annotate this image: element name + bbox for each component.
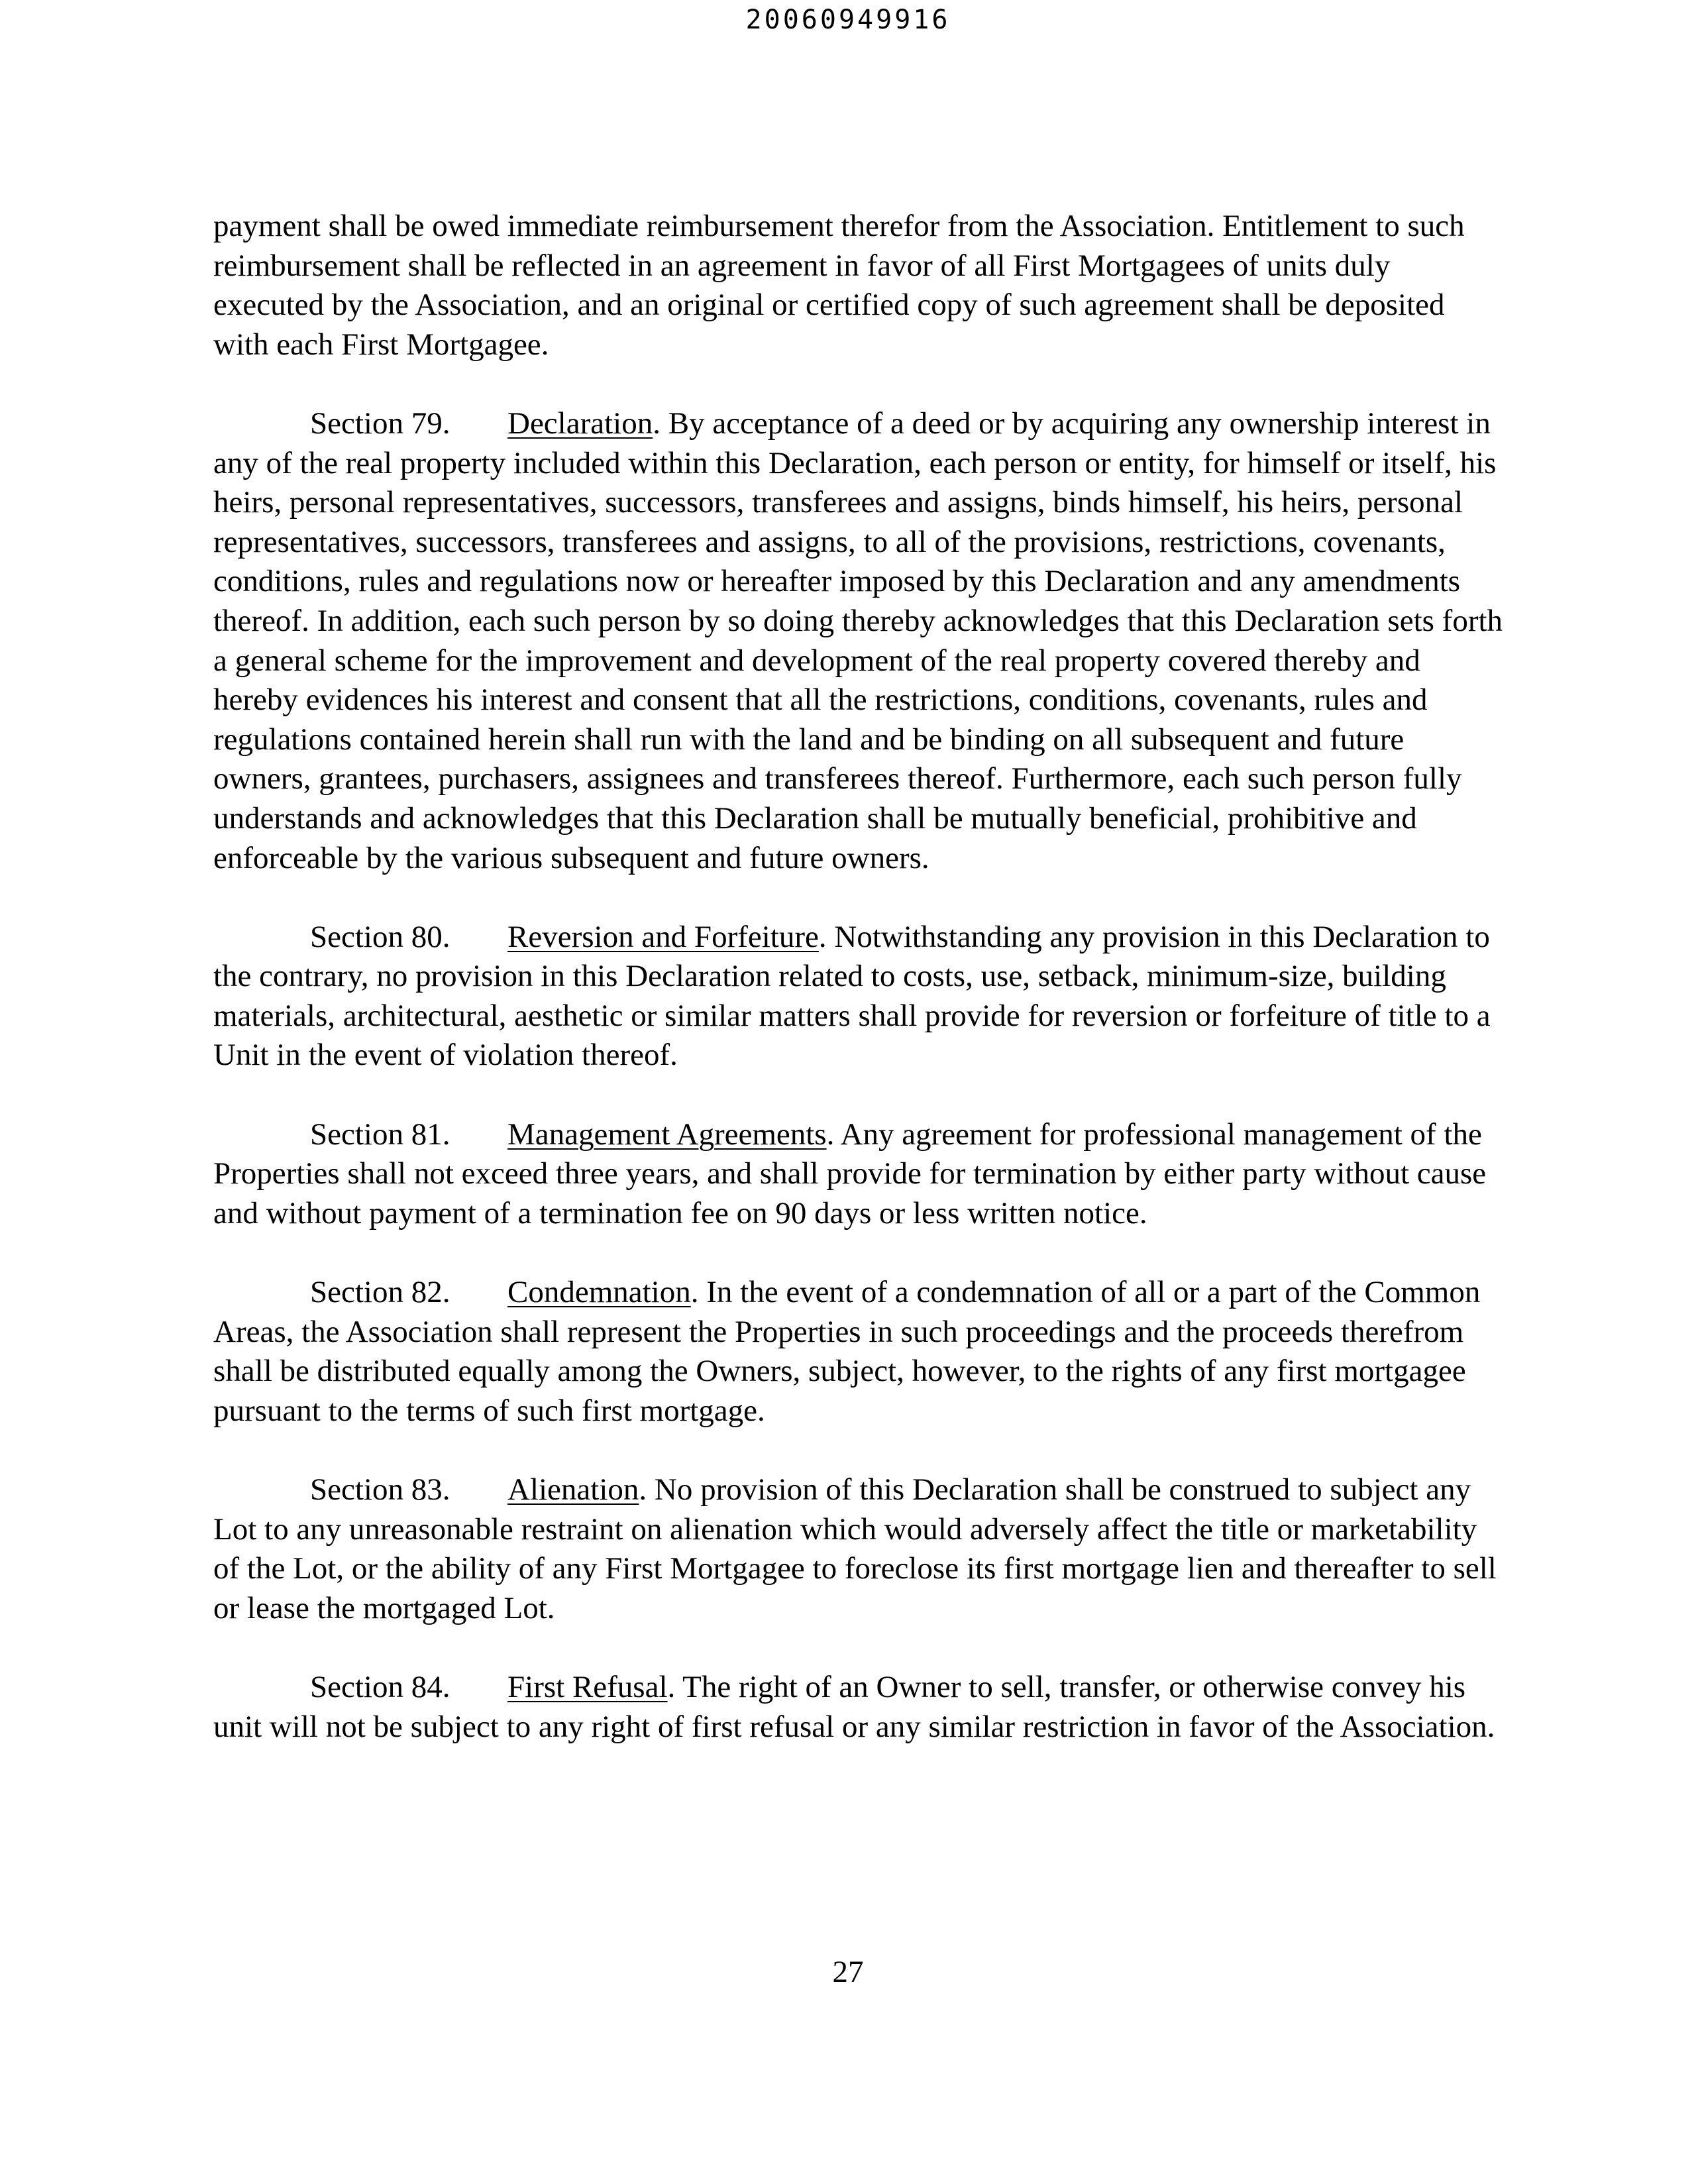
section-heading: Management Agreements xyxy=(507,1117,827,1152)
section-lead xyxy=(310,404,507,444)
document-body xyxy=(213,207,1505,1786)
section-body: . Notwithstanding any provision in this Declaration to the contrary, no provision in this Declaration related to costs, use, setback, minimum-size, building materials, architectural, aesthetic or similar matters shall provide for reversion or forfeiture of title to a Unit in the event of violation thereof. xyxy=(213,919,1491,1073)
section-body: . By acceptance of a deed or by acquiring any ownership interest in any of the real property included within this Declaration, each person or entity, for himself or itself, his heirs, personal representatives, successors, transferees and assigns, binds himself, his heirs, personal representatives, successors, transferees and assigns, to all of the provisions, restrictions, covenants, conditions, rules and regulations now or hereafter imposed by this Declaration and any amendments thereof. In addition, each such person by so doing thereby acknowledges that this Declaration sets forth a general scheme for the improvement and development of the real property covered thereby and hereby evidences his interest and consent that all the restrictions, conditions, covenants, rules and regulations contained herein shall run with the land and be binding on all subsequent and future owners, grantees, purchasers, assignees and transferees thereof. Furthermore, each such person fully understands and acknowledges that this Declaration shall be mutually beneficial, prohibitive and enforceable by the various subsequent and future owners. xyxy=(213,406,1503,875)
section-number: Section 84. xyxy=(310,1669,450,1704)
section-number: Section 79. xyxy=(310,406,450,441)
page-number: 27 xyxy=(832,1955,864,1989)
document-number: 20060949916 xyxy=(745,5,951,35)
section-body: . In the event of a condemnation of all or a part of the Common Areas, the Association shall represent the Properties in such proceedings and the proceeds therefrom shall be distributed equally among the Owners, subject, however, to the rights of any first mortgagee pursuant to the terms of such first mortgage. xyxy=(213,1275,1481,1428)
section-number: Section 80. xyxy=(310,919,450,954)
section-79 xyxy=(213,404,1505,878)
section-body: . No provision of this Declaration shall be construed to subject any Lot to any unreasonable restraint on alienation which would adversely affect the title or marketability of the Lot, or the ability of any First Mortgagee to foreclose its first mortgage lien and thereafter to sell or lease the mortgaged Lot. xyxy=(213,1472,1497,1625)
section-body: . The right of an Owner to sell, transfer, or otherwise convey his unit will not be subject to any right of first refusal or any similar restriction in favor of the Association. xyxy=(213,1669,1495,1744)
section-heading: Alienation xyxy=(507,1472,639,1507)
section-81 xyxy=(213,1115,1505,1234)
section-heading: Condemnation xyxy=(507,1275,691,1310)
section-82 xyxy=(213,1273,1505,1431)
section-number: Section 81. xyxy=(310,1117,450,1152)
section-lead xyxy=(310,1470,507,1510)
section-lead xyxy=(310,1668,507,1708)
section-84 xyxy=(213,1668,1505,1747)
section-heading: First Refusal xyxy=(507,1669,668,1704)
section-lead xyxy=(310,918,507,957)
section-number: Section 82. xyxy=(310,1275,450,1310)
intro-paragraph: payment shall be owed immediate reimbursement therefor from the Association. Entitlement to such reimbursement shall be reflected in an agreement in favor of all First Mortgagees of units duly executed by the Association, and an original or certified copy of such agreement shall be deposited with each First Mortgagee. xyxy=(213,209,1465,362)
section-lead xyxy=(310,1273,507,1313)
section-number: Section 83. xyxy=(310,1472,450,1507)
section-heading: Declaration xyxy=(507,406,653,441)
section-83 xyxy=(213,1470,1505,1628)
section-80 xyxy=(213,918,1505,1075)
section-lead xyxy=(310,1115,507,1155)
section-heading: Reversion and Forfeiture xyxy=(507,919,819,954)
section-body: . Any agreement for professional management of the Properties shall not exceed three years, and shall provide for termination by either party without cause and without payment of a termination fee on 90 days or less written notice. xyxy=(213,1117,1487,1230)
